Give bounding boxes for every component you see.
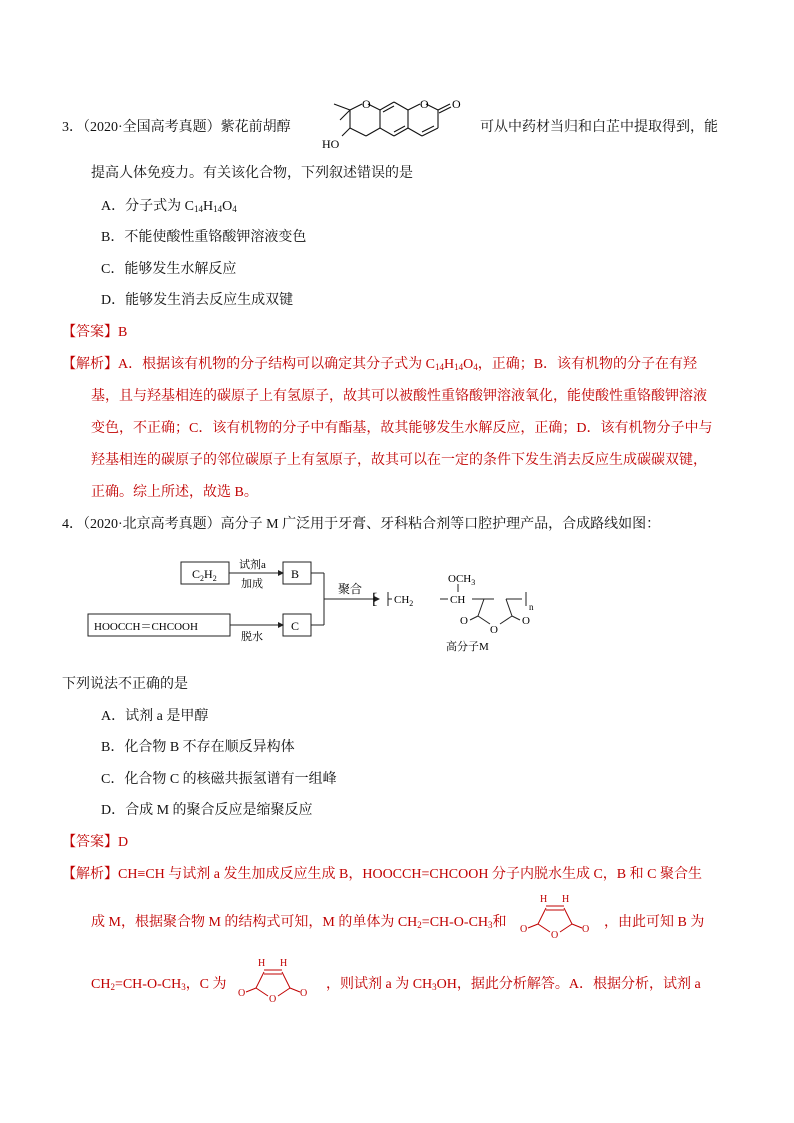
q3-option-a: A．分子式为 $C_{14}H_{14}O_4$ [101, 199, 237, 214]
svg-text:H: H [280, 958, 288, 969]
q4-analysis-line1: 【解析】CH≡CH 与试剂 a 发生加成反应生成 B，HOOCCH=CHCOOH 分子内脱水生成 C，B 和 C 聚合生 [62, 867, 702, 882]
q4-answer: D [118, 835, 129, 850]
q4-analysis-line3-end: ，则试剂 a 为 $CH_3OH$，据此分析解答。A．根据分析，试剂 a [326, 977, 701, 992]
q4-analysis-tag: 【解析】 [62, 867, 118, 882]
svg-text:O: O [582, 924, 590, 935]
m-och3: $OCH_3$ [448, 573, 476, 587]
q3-intro-a: 紫花前胡醇 [220, 120, 291, 135]
q4-stem: 高分子 M 广泛用于牙膏、牙科粘合剂等口腔护理产品，合成路线如图： [220, 517, 661, 532]
q3-option-d: D．能够发生消去反应生成双键 [101, 293, 294, 308]
q4-number: 4． [62, 517, 83, 532]
q4-header-line [62, 516, 660, 534]
q4-option-b: B．化合物 B 不存在顺反异构体 [101, 740, 295, 755]
q4-source: （2020·北京高考真题） [83, 517, 221, 532]
svg-text:O: O [238, 988, 246, 999]
q3-option-b: B．不能使酸性重铬酸钾溶液变色 [101, 230, 307, 245]
q3-option-c: C．能够发生水解反应 [101, 262, 237, 277]
q3-answer-tag: 【答案】 [62, 325, 118, 340]
c2h2-label: $C_2H_2$ [192, 567, 217, 583]
polymerize-label: 聚合 [338, 582, 363, 596]
m-ch2: $CH_2$ [394, 594, 414, 608]
q3-header-line [62, 119, 291, 137]
bracket-left: [ [372, 591, 378, 608]
q3-struct-o1: O [362, 97, 371, 111]
q3-analysis-line1: 【解析】A．根据该有机物的分子结构可以确定其分子式为 $C_{14}H_{14}O_4$，正确；B．该有机物的分子在有羟 [62, 357, 698, 372]
m-ring-o: O [490, 624, 498, 636]
svg-text:O: O [551, 930, 559, 940]
svg-text:O: O [269, 994, 277, 1004]
q4-option-a: A．试剂 a 是甲醇 [101, 709, 209, 724]
b-label: B [291, 567, 300, 581]
q3-answer: B [118, 325, 128, 340]
m-n: n [529, 602, 534, 612]
q3-intro-b: 可从中药材当归和白芷中提取得到，能 [480, 120, 718, 135]
q4-option-d: D．合成 M 的聚合反应是缩聚反应 [101, 803, 313, 818]
svg-text:O: O [300, 988, 308, 999]
reagent-a-label: 试剂a [239, 559, 266, 571]
q3-answer-line [62, 324, 127, 342]
q3-struct-o3: O [452, 97, 461, 111]
q4-synthesis-scheme [86, 550, 606, 660]
m-co-o1: O [460, 615, 468, 627]
q3-struct-o2: O [420, 97, 429, 111]
q3-analysis-line5: 正确。综上所述，故选 B。 [91, 485, 258, 500]
q3-stem-line2: 提高人体免疫力。有关该化合物，下列叙述错误的是 [91, 166, 413, 181]
dehydration-label: 脱水 [241, 631, 263, 643]
svg-text:H: H [540, 894, 548, 905]
q3-structure-diagram [310, 96, 490, 160]
q4-option-c: C．化合物 C 的核磁共振氢谱有一组峰 [101, 772, 337, 787]
q3-struct-ho: HO [322, 137, 340, 151]
q4-answer-tag: 【答案】 [62, 835, 118, 850]
q4-analysis-line2-end: ，由此可知 B 为 [604, 915, 705, 930]
q3-number: 3． [62, 120, 83, 135]
maleic-anhydride-structure-1 [516, 892, 606, 940]
q3-analysis-tag: 【解析】 [62, 357, 118, 372]
acid-label: HOOCCH＝CHCOOH [94, 621, 198, 633]
q4-analysis-line2: 成 M，根据聚合物 M 的结构式可知，M 的单体为 $CH_2=CH-O-CH_3$和 [91, 915, 507, 930]
addition-label: 加成 [241, 578, 263, 590]
m-ch: CH [450, 594, 466, 606]
svg-text:H: H [258, 958, 266, 969]
q3-analysis-line2: 基，且与羟基相连的碳原子上有氢原子，故其可以被酸性重铬酸钾溶液氧化，能使酸性重铬酸钾溶液 [91, 389, 707, 404]
q4-answer-line [62, 834, 128, 852]
maleic-anhydride-structure-2 [234, 956, 324, 1004]
svg-text:H: H [562, 894, 570, 905]
q4-prompt: 下列说法不正确的是 [62, 677, 188, 692]
q3-analysis-line3: 变色，不正确；C．该有机物的分子中有酯基，故其能够发生水解反应，正确；D．该有机物分子中与 [91, 421, 713, 436]
svg-text:O: O [520, 924, 528, 935]
q3-analysis-line4: 羟基相连的碳原子的邻位碳原子上有氢原子，故其可以在一定的条件下发生消去反应生成碳碳双键， [91, 453, 707, 468]
m-co-o2: O [522, 615, 530, 627]
c-label: C [291, 619, 300, 633]
m-label: 高分子M [446, 641, 489, 653]
q4-analysis-line3: $CH_2=CH-O-CH_3$，C 为 [91, 977, 227, 992]
q3-source: （2020·全国高考真题） [83, 120, 221, 135]
